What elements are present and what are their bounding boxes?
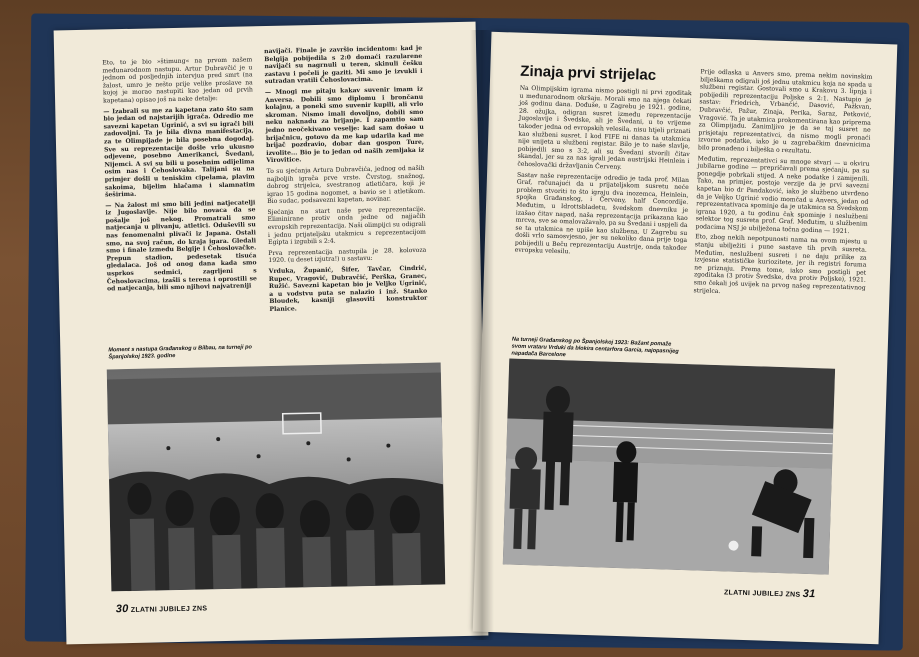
left-photo-caption: Moment s nastupa Građanskog u Bilbau, na turneji po Španjolskoj 1923. godine xyxy=(108,344,252,361)
page-number: 31 xyxy=(802,587,816,601)
goalkeeper-action-photo xyxy=(503,358,835,574)
paragraph: Na Olimpijskim igrama nismo postigli ni prvi zgoditak u međunarodnom okršaju. Morali smo na njega čekati još godinu dana. Dođuše, u Zagrebu je 1921. godine, 28. ožujka, odigran susret između reprezentacije Jugoslavije i Švedske, ali je Švedani, u to vrijeme također jedna od evropskih velesila, nisu htjeli priznati kao službeni susret. I kod FIFE ni danas ta utakmica nije unijeta u službeni registar. Bilo je to naše slavlje, pobijedili smo s 3:2, ali su Švedani stvorili čitav skandal, jer su za nas igrali jedan austrijski Heinlein i čehoslovački državljanin Červeny. xyxy=(517,84,692,171)
stadium-crowd-photo xyxy=(107,362,446,591)
paragraph: navijači. Finale je završio incidentom: kad je Belgija pobijedila s 2:0 domaći razularene navijači su nagrnuli u teren, skinuli češku zastavu i počeli je gaziti. Mi smo je izvukli i sutradan vratili Čehoslovacima. xyxy=(264,44,423,86)
running-footer: ZLATNI JUBILEJ ZNS xyxy=(723,589,801,599)
paragraph: — Na žalost mi smo bili jedini natjecatelji iz Jugoslavije. Nije bilo novaca da se pošalje još nekog. Promatrali smo natjecanja u plivanju, atletici. Oduševili su nas fenomenalni plivači iz Japana. Ostali smo, na svoj račun, do kraja igara. Gledali smo i finale između Belgije i Čehoslovačke. Prepun stadion, pedesetak tisuća gledalaca. Još od onog dana kada smo usprkos sedmici, zagrljeni s Čehoslovacima, izašli s terena i oprostili se od natjecanja, bili smo njihovi najvatreniji xyxy=(105,198,257,293)
right-photo-caption: Na turneji Građanskog po Španjolskoj 1923: Bažant pomaže svom vrataru Vrduki da blokira centarfora Garcia, najopasnijeg napadača Barcelone xyxy=(511,336,679,359)
paragraph: Sastav naše reprezentacije odredio je tada prof. Milan Graf, računajući da u prijateljskom susretu neće problem stvoriti to što igraju dva inozemca, Heinlein, spojka Građanskog, i Červeny, half Concordije. Međutim, u Idrottsbladetu, švedskom dnevniku je izašao čitav napad, naša reprezentacija prikazana kao mrcva, sve se omalovažavalo, pa su Švedani i uspjeli da se ta utakmica ne upiše kao službena. U Zagrebu su došli vrlo samosvjesno, jer su nekoliko dana prije toga pobijedili u Beču reprezentaciju Austrije, onda također evropsku velesilu. xyxy=(514,171,690,256)
page-number: 30 xyxy=(115,603,129,616)
right-page xyxy=(473,32,898,644)
paragraph: Prva reprezentacija nastupila je 28. kolovoza 1920. (u deset izjutra!) u sastavu: xyxy=(268,246,427,265)
left-folio xyxy=(116,601,208,615)
paragraph: Vrduka, Županić, Šifer, Tavčar, Cindrić, Rupec, Vragović, Dubravčić, Perška, Granec, Ružić. Savezni kapetan bio je Veljko Ugrinić, a u vodstvu puta se nalazio i inž. Stanko Bloudek, kasniji glasoviti konstruktor Planice. xyxy=(268,264,428,314)
paragraph: Sjećanja na start naše prve reprezentacije. Eliminirane protiv onda jedne od najjačih evropskih reprezentacija. Naši olimpijci su odigrali i jednu prijateljsku utakmicu s reprezentacijom Egipta i izgubili s 2:4. xyxy=(267,205,426,247)
right-column-1 xyxy=(514,85,691,263)
paragraph: To su sjećanja Artura Dubravčića, jednog od naših najboljih igrača prve vrste. Čvrstog, snažnog, dobrog strijelca, svestranog atletičara, koji je igrao 15 godina nogomet, a bavio se i atletikom. Bio sudac, podsavezni kapetan, novinar. xyxy=(266,164,426,206)
left-page xyxy=(54,22,489,645)
left-column-1 xyxy=(102,56,257,296)
running-footer: ZLATNI JUBILEJ ZNS xyxy=(130,605,208,614)
paragraph: Eto, zbog nekih nepotpunosti nama na ovom mjestu u stanju ubilježiti i punе sastave tih prvih susreta. Međutim, neslužbeni susreti i ne daju prilike za izvjesne statističke kuriozitete, jer ih registri foruma ne priznaju. Prema tome, iako smo postigli pet zgoditaka (3 protiv Švedske, dva protiv Poljske), 1921. smo čekali još uvijek na prvog našeg reprezentativnog strijelca. xyxy=(693,233,868,295)
paragraph: Prije odlaska u Anvers smo, prema nekim novinskim bilješkama odigrali još jednu utakmicu koja ne spada u službeni registar. Gostovali smo u Krakovu 3. lipnja i pobijedili reprezentaciju Poljske s 2:1. Nastupio je sastav: Friedrich, Vrbančić, Dasović, Pažkvan, Dubravčić, Pažur, Zinaja, Perika, Saraz, Petković, Vragović. Ta je utakmica prokomentirana kao priprema za Olimpijadu. Zanimljivo je da se taj susret ne prisjetaju reprezentativci, da nismo mogli pronaći izvorne podatke, iako je u zagrebačkim dnevnicima bilo pronađeno i bilješka o rezultatu. xyxy=(697,68,873,155)
article-headline: Zinaja prvi strijelac xyxy=(520,62,657,84)
right-folio xyxy=(724,585,816,600)
paragraph: Međutim, reprezentativci su mnoge stvari — u okviru jubilarne godine — prepričavali prema sjećanju, pa su ponegdje pobrkali stijed. A neke podatke i zamijenili. Tako, na primjer, postoje verzije da je prvi savezni kapetan bio dr Pandaković, iako je službeno utvrđeno da je Veljko Ugrinić vodio momčad u Anvers, jedan od reprezentativaca spominje da je utakmica sa Švedskom igrana 1920, a tu godinu čak spominje i neslužbeni selektor tog susreta prof. Graf. Međutim, u službenim podacima NSJ je ubilježena točna godina — 1921. xyxy=(695,154,870,235)
left-column-2 xyxy=(264,45,428,317)
paragraph: — Mnogi me pitaju kakav suvenir imam iz Anversa. Dobili smo diplomu i brončanu kolajnu, a poneki smo suvenir kupili, ali vrlo skroman. Nismo imali dovoljno, dobili smo neku naknadu za brijanje. I zapamtio sam jedno neočekivano veselje: kad sam došao u brijačnicu, gotovo da me kap udarila kad me brijač pozdravio, dobar dan gospon Ture, izvolite... Bio je to jedan od naših zemljaka iz Virovitice. xyxy=(264,85,425,165)
right-column-2 xyxy=(693,68,872,303)
paragraph: — Izabrali su me za kapetana zato što sam bio jedan od najstarijih igrača. Odredio me savezni kapetan Ugrinić, a svi su igrači bili zadovoljni. Ta je bila divna manifestacija, za te Olimpijade je bila posebna dogodaj. Sve su reprezentacije došle vrlo ukusno odjevene, posebno Amerikanci, Švedani, Nijemci. A svi su bili u posebnim odijelima osim nas i Čehoslovaka. Talijani su na primjer došli u teniskim cipelama, plavim sakoima, bijelim hlačama i slamnatim šeširima. xyxy=(103,104,255,199)
paragraph: Eto, to je bio »štimung« na prvom našem međunarodnom nastupu. Artur Dubravčić je u jednom od posljednjih intervjua pred smrt (na žalost, umro je nešto prije velike proslave na kojoj je morao nastupiti kao jedan od prvih kapetana) opisao još na neke detalje: xyxy=(102,56,253,105)
